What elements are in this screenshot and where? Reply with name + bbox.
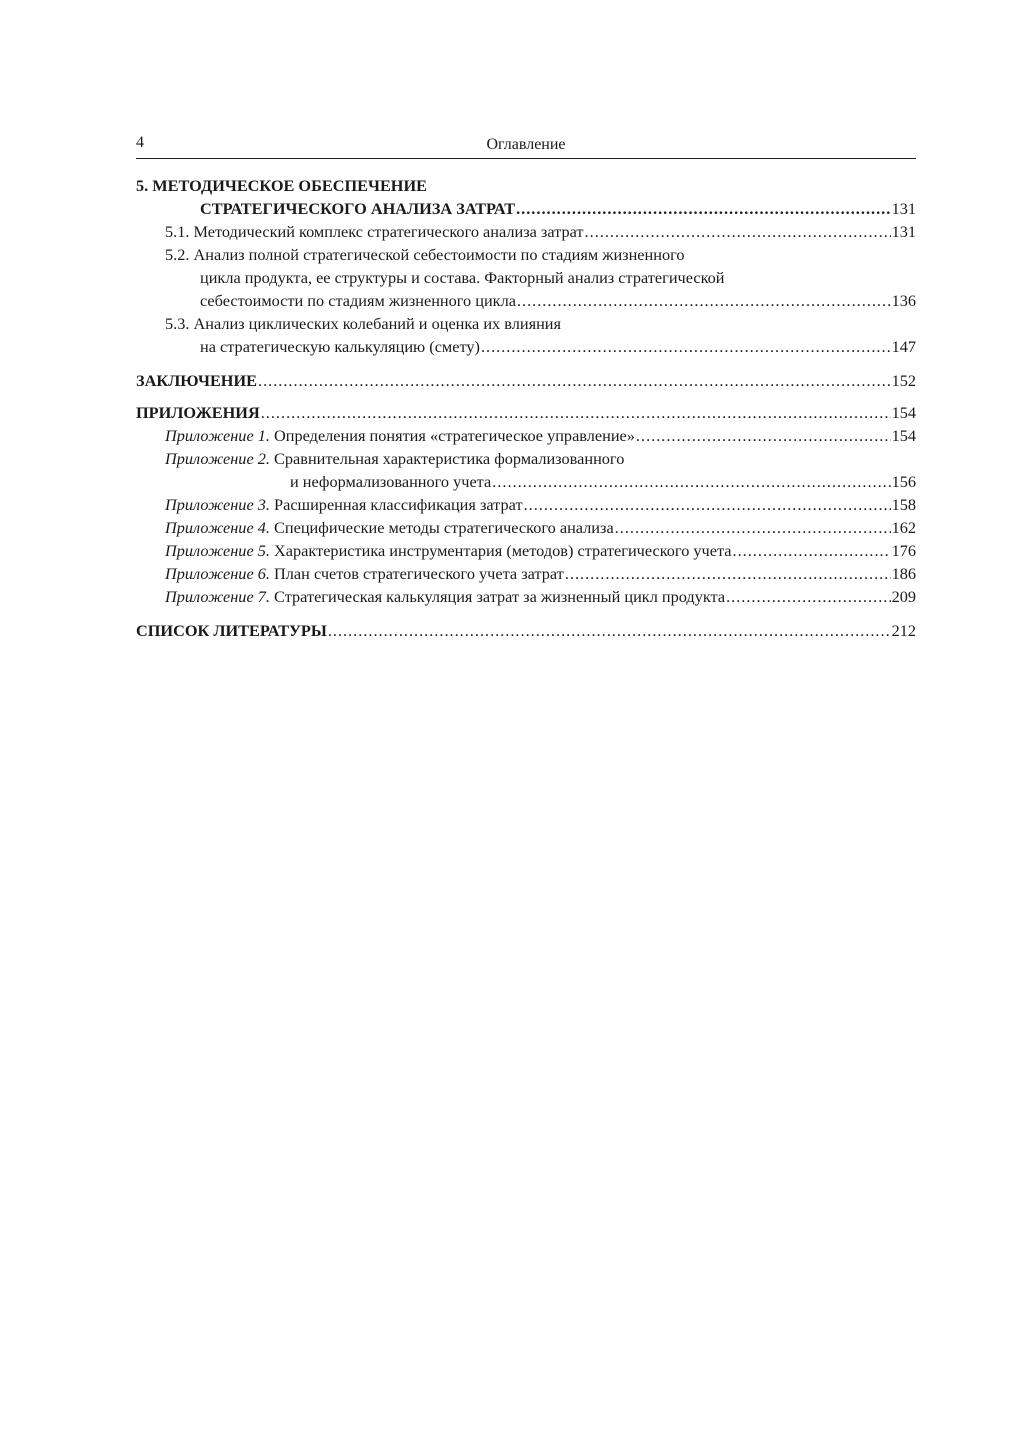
toc-entry-title: ЗАКЛЮЧЕНИЕ xyxy=(136,371,257,390)
toc-page-number: 152 xyxy=(891,371,916,390)
toc-section-5-3-line1: 5.3. Анализ циклических колебаний и оценка их влияния xyxy=(165,314,561,333)
toc-entry-title: Характеристика инструментария (методов) стратегического учета xyxy=(274,541,732,560)
toc-entry-title: Расширенная классификация затрат xyxy=(274,495,523,514)
table-of-contents xyxy=(136,174,916,642)
toc-page-number: 186 xyxy=(891,564,916,583)
running-head xyxy=(136,132,916,159)
toc-section-5-1[interactable] xyxy=(136,220,916,243)
toc-conclusion[interactable] xyxy=(136,369,916,392)
toc-page-number: 154 xyxy=(891,426,916,445)
toc-entry-title: СПИСОК ЛИТЕРАТУРЫ xyxy=(136,621,327,640)
running-title: Оглавление xyxy=(486,136,566,153)
toc-appendix-2-line1: Приложение 2. Сравнительная характеристика формализованного xyxy=(165,449,625,468)
toc-bibliography[interactable] xyxy=(136,619,916,642)
toc-page-number: 212 xyxy=(891,621,916,640)
leader-dots xyxy=(565,562,891,585)
leader-dots xyxy=(516,197,890,220)
toc-section-5-2-line2: цикла продукта, ее структуры и состава. Факторный анализ стратегической xyxy=(200,268,725,287)
toc-appendix-6[interactable] xyxy=(136,562,916,585)
appendix-label: Приложение 1. xyxy=(165,426,270,445)
toc-page-number: 162 xyxy=(891,518,916,537)
appendix-label: Приложение 6. xyxy=(165,564,270,583)
toc-page-number: 131 xyxy=(891,222,916,241)
leader-dots xyxy=(258,369,891,392)
toc-chapter5-entry[interactable] xyxy=(136,197,916,220)
appendix-label: Приложение 2. xyxy=(165,449,270,468)
toc-page-number: 209 xyxy=(891,587,916,606)
appendix-label: Приложение 3. xyxy=(165,495,270,514)
leader-dots xyxy=(524,493,891,516)
page-number: 4 xyxy=(136,134,144,151)
toc-appendix-1[interactable] xyxy=(136,424,916,447)
toc-appendix-3[interactable] xyxy=(136,493,916,516)
toc-section-5-2-line1: 5.2. Анализ полной стратегической себестоимости по стадиям жизненного xyxy=(165,245,685,264)
toc-entry-title: себестоимости по стадиям жизненного цикла xyxy=(200,291,516,310)
leader-dots xyxy=(726,585,891,608)
leader-dots xyxy=(615,516,891,539)
toc-entry-title: на стратегическую калькуляцию (смету) xyxy=(200,337,480,356)
leader-dots xyxy=(636,424,891,447)
appendix-label: Приложение 7. xyxy=(165,587,270,606)
toc-appendix-7[interactable] xyxy=(136,585,916,608)
toc-section-5-2[interactable] xyxy=(136,289,916,312)
appendix-label: Приложение 5. xyxy=(165,541,270,560)
toc-entry-title: СТРАТЕГИЧЕСКОГО АНАЛИЗА ЗАТРАТ xyxy=(200,199,516,218)
toc-appendices[interactable] xyxy=(136,401,916,424)
leader-dots xyxy=(733,539,891,562)
toc-page-number: 147 xyxy=(891,337,916,356)
leader-dots xyxy=(517,289,891,312)
toc-page-number: 154 xyxy=(891,403,916,422)
toc-chapter5-line1: 5. МЕТОДИЧЕСКОЕ ОБЕСПЕЧЕНИЕ xyxy=(136,176,427,195)
toc-appendix-2[interactable] xyxy=(136,470,916,493)
toc-appendix-4[interactable] xyxy=(136,516,916,539)
leader-dots xyxy=(585,220,891,243)
toc-entry-title: Специфические методы стратегического анализа xyxy=(274,518,614,537)
toc-page-number: 131 xyxy=(891,199,916,218)
leader-dots xyxy=(261,401,891,424)
toc-entry-title: 5.1. Методический комплекс стратегического анализа затрат xyxy=(165,222,584,241)
toc-page-number: 176 xyxy=(891,541,916,560)
leader-dots xyxy=(481,335,891,358)
toc-appendix-5[interactable] xyxy=(136,539,916,562)
toc-section-5-3[interactable] xyxy=(136,335,916,358)
toc-entry-title: ПРИЛОЖЕНИЯ xyxy=(136,403,260,422)
toc-entry-title: Стратегическая калькуляция затрат за жизненный цикл продукта xyxy=(274,587,726,606)
toc-entry-title: План счетов стратегического учета затрат xyxy=(274,564,564,583)
toc-entry-title: и неформализованного учета xyxy=(290,472,492,491)
toc-entry-title: Определения понятия «стратегическое управление» xyxy=(274,426,635,445)
leader-dots xyxy=(328,619,891,642)
appendix-label: Приложение 4. xyxy=(165,518,270,537)
toc-page-number: 156 xyxy=(891,472,916,491)
toc-page-number: 158 xyxy=(891,495,916,514)
leader-dots xyxy=(492,470,890,493)
toc-page-number: 136 xyxy=(891,291,916,310)
